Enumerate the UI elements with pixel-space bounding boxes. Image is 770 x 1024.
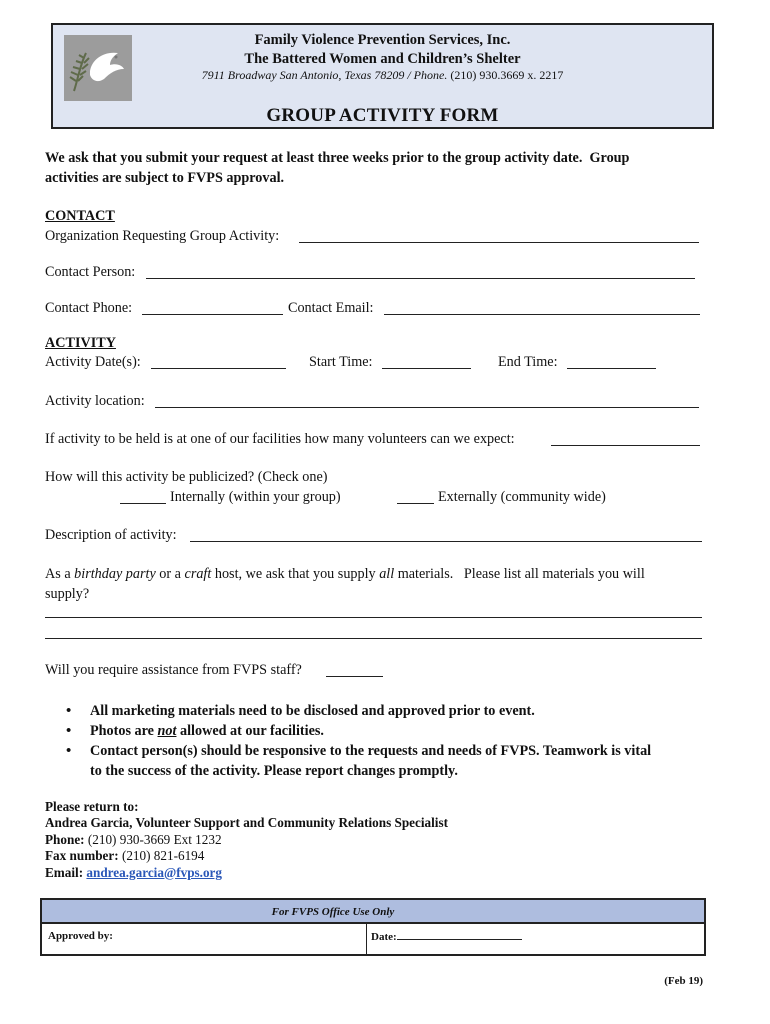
contact-email-label: Contact Email: bbox=[288, 300, 374, 316]
guideline-item bbox=[66, 741, 716, 781]
volunteers-label: If activity to be held is at one of our facilities how many volunteers can we expect: bbox=[45, 431, 515, 447]
office-use-heading: For FVPS Office Use Only bbox=[42, 900, 704, 924]
teamwork-line-2: to the success of the activity. Please report changes promptly. bbox=[90, 763, 458, 779]
office-use-table bbox=[40, 898, 706, 956]
contact-heading: CONTACT bbox=[45, 208, 115, 224]
contact-person-field[interactable] bbox=[146, 278, 695, 279]
return-to-block bbox=[45, 799, 448, 881]
return-fax-label: Fax number: bbox=[45, 848, 119, 864]
org-name: Family Violence Prevention Services, Inc. bbox=[254, 32, 511, 48]
materials-field-1[interactable] bbox=[45, 617, 702, 618]
materials-craft: craft bbox=[184, 566, 212, 582]
intro-line-2: activities are subject to FVPS approval. bbox=[45, 170, 285, 186]
end-time-field[interactable] bbox=[567, 368, 656, 369]
org-field[interactable] bbox=[299, 242, 699, 243]
return-heading: Please return to: bbox=[45, 799, 139, 814]
start-time-field[interactable] bbox=[382, 368, 471, 369]
contact-person-label: Contact Person: bbox=[45, 264, 136, 280]
assistance-label: Will you require assistance from FVPS staff? bbox=[45, 662, 302, 678]
return-fax bbox=[45, 848, 448, 864]
approved-by-label: Approved by: bbox=[48, 930, 113, 942]
guideline-item bbox=[66, 721, 716, 741]
form-title: GROUP ACTIVITY FORM bbox=[266, 105, 499, 126]
photos-pre: Photos are bbox=[90, 723, 154, 739]
phone: (210) 930.3669 x. 2217 bbox=[450, 68, 564, 82]
return-phone bbox=[45, 832, 448, 848]
photos-not: not bbox=[157, 723, 177, 739]
materials-line bbox=[45, 566, 645, 583]
teamwork-line-1: Contact person(s) should be responsive to the requests and needs of FVPS. Teamwork is vital bbox=[90, 743, 652, 759]
email-link[interactable]: andrea.garcia@fvps.org bbox=[86, 864, 222, 880]
internally-check-field[interactable] bbox=[120, 503, 166, 504]
location-label: Activity location: bbox=[45, 393, 145, 409]
materials-supply: supply? bbox=[45, 586, 90, 602]
photos-post: allowed at our facilities. bbox=[180, 723, 324, 739]
form-version: (Feb 19) bbox=[664, 975, 703, 987]
address-line bbox=[53, 68, 712, 83]
guideline-item: • All marketing materials need to be disclosed and approved prior to event. bbox=[66, 701, 716, 721]
address: 7911 Broadway San Antonio, Texas 78209 / Phone. bbox=[201, 68, 448, 82]
letterhead-box bbox=[51, 23, 714, 129]
date-field[interactable] bbox=[397, 930, 522, 940]
materials-all: all bbox=[379, 566, 395, 582]
shelter-name: The Battered Women and Children’s Shelter bbox=[244, 51, 521, 67]
publicized-label: How will this activity be publicized? (Check one) bbox=[45, 469, 328, 485]
return-fax-value: (210) 821-6194 bbox=[121, 848, 205, 864]
org-label: Organization Requesting Group Activity: bbox=[45, 228, 280, 244]
materials-as-a: As a bbox=[45, 566, 71, 582]
start-time-label: Start Time: bbox=[309, 354, 373, 370]
return-phone-label: Phone: bbox=[45, 831, 85, 847]
return-phone-value: (210) 930-3669 Ext 1232 bbox=[87, 831, 222, 847]
activity-dates-label: Activity Date(s): bbox=[45, 354, 141, 370]
description-label: Description of activity: bbox=[45, 527, 177, 543]
activity-heading: ACTIVITY bbox=[45, 335, 116, 351]
guidelines-list bbox=[66, 701, 716, 781]
materials-host: host, we ask that you supply bbox=[214, 566, 376, 582]
externally-check-field[interactable] bbox=[397, 503, 434, 504]
assistance-field[interactable] bbox=[326, 676, 383, 677]
materials-or-a: or a bbox=[159, 566, 181, 582]
activity-dates-field[interactable] bbox=[151, 368, 286, 369]
return-email bbox=[45, 865, 448, 881]
return-email-label: Email: bbox=[45, 864, 84, 880]
intro-line-1: We ask that you submit your request at least three weeks prior to the group activity date. Group bbox=[45, 150, 630, 166]
description-field[interactable] bbox=[190, 541, 702, 542]
date-label: Date: bbox=[371, 931, 397, 943]
end-time-label: End Time: bbox=[498, 354, 558, 370]
volunteers-field[interactable] bbox=[551, 445, 700, 446]
date-cell[interactable] bbox=[367, 924, 704, 954]
contact-email-field[interactable] bbox=[384, 314, 700, 315]
contact-phone-label: Contact Phone: bbox=[45, 300, 133, 316]
materials-field-2[interactable] bbox=[45, 638, 702, 639]
materials-rest: materials. Please list all materials you will bbox=[397, 566, 645, 582]
return-name-title: Andrea Garcia, Volunteer Support and Community Relations Specialist bbox=[45, 815, 448, 831]
internally-label: Internally (within your group) bbox=[170, 489, 341, 505]
contact-phone-field[interactable] bbox=[142, 314, 283, 315]
externally-label: Externally (community wide) bbox=[438, 489, 606, 505]
location-field[interactable] bbox=[155, 407, 699, 408]
materials-birthday: birthday party bbox=[74, 566, 156, 582]
approved-by-cell[interactable] bbox=[42, 924, 367, 954]
